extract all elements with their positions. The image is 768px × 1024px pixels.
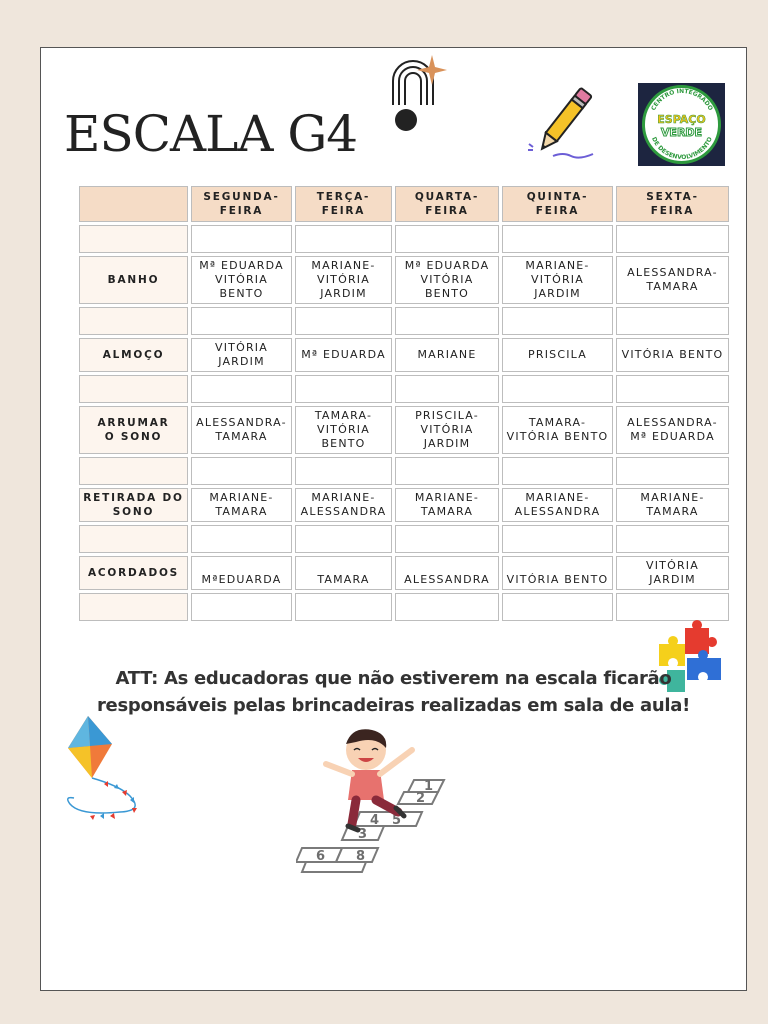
table-cell: Mª EDUARDA	[295, 338, 392, 372]
table-cell: MARIANE	[395, 338, 499, 372]
note-line-2: responsáveis pelas brincadeiras realizadas em sala de aula!	[96, 695, 691, 716]
hop-5: 5	[392, 813, 402, 828]
table-cell: MARIANE- TAMARA	[395, 488, 499, 522]
logo-text-bottom: DE DESENVOLVIMENTO	[650, 136, 714, 162]
table-cell: VITÓRIA JARDIM	[191, 338, 292, 372]
logo-text-top: CENTRO INTEGRADO	[650, 87, 714, 112]
day-header: SEXTA- FEIRA	[616, 186, 729, 222]
table-cell: MARIANE- ALESSANDRA	[295, 488, 392, 522]
table-cell: Mª EDUARDA VITÓRIA BENTO	[191, 256, 292, 304]
table-row	[79, 338, 729, 372]
table-cell: PRISCILA- VITÓRIA JARDIM	[395, 406, 499, 454]
pencil-icon	[523, 82, 603, 162]
table-cell: TAMARA- VITÓRIA BENTO	[295, 406, 392, 454]
table-cell: ALESSANDRA- Mª EDUARDA	[616, 406, 729, 454]
hop-4: 4	[370, 813, 380, 828]
table-row	[79, 488, 729, 522]
table-cell: ALESSANDRA- TAMARA	[191, 406, 292, 454]
logo-text-main: ESPAÇO	[657, 113, 706, 126]
spacer-row	[79, 307, 729, 335]
table-cell: MARIANE- ALESSANDRA	[502, 488, 613, 522]
table-row	[79, 556, 729, 590]
table-cell: TAMARA- VITÓRIA BENTO	[502, 406, 613, 454]
table-cell: MARIANE- VITÓRIA JARDIM	[295, 256, 392, 304]
spacer-row	[79, 225, 729, 253]
spacer-row	[79, 375, 729, 403]
row-label: RETIRADA DO SONO	[79, 488, 188, 522]
row-label: ACORDADOS	[79, 556, 188, 590]
table-cell: MARIANE- VITÓRIA JARDIM	[502, 256, 613, 304]
table-row	[79, 256, 729, 304]
row-label: ARRUMAR O SONO	[79, 406, 188, 454]
page-title: ESCALA G4	[64, 105, 358, 163]
day-header: TERÇA- FEIRA	[295, 186, 392, 222]
table-cell: ALESSANDRA- TAMARA	[616, 256, 729, 304]
spacer-row	[79, 525, 729, 553]
spacer-row	[79, 457, 729, 485]
table-cell: MªEDUARDA	[191, 556, 292, 590]
arch-star-icon	[388, 55, 450, 135]
note-line-1: ATT: As educadoras que não estiverem na escala ficarão	[115, 668, 672, 689]
row-label: ALMOÇO	[79, 338, 188, 372]
header-row	[79, 186, 729, 222]
table-cell: VITÓRIA JARDIM	[616, 556, 729, 590]
hop-8: 8	[356, 849, 366, 864]
spacer-row	[79, 593, 729, 621]
logo-text-sub: VERDE	[660, 126, 703, 139]
table-cell: TAMARA	[295, 556, 392, 590]
table-cell: PRISCILA	[502, 338, 613, 372]
table-cell: VITÓRIA BENTO	[616, 338, 729, 372]
table-cell: Mª EDUARDA VITÓRIA BENTO	[395, 256, 499, 304]
hop-3: 3	[358, 827, 368, 842]
note-text	[40, 665, 747, 719]
table-row	[79, 406, 729, 454]
hop-6: 6	[316, 849, 326, 864]
day-header: QUARTA- FEIRA	[395, 186, 499, 222]
logo-badge	[638, 83, 725, 166]
hop-2: 2	[416, 791, 426, 806]
day-header: QUINTA- FEIRA	[502, 186, 613, 222]
corner-cell	[79, 186, 188, 222]
table-cell: MARIANE- TAMARA	[191, 488, 292, 522]
hop-1: 1	[424, 779, 434, 794]
child-hopscotch-icon	[296, 728, 456, 876]
table-cell: VITÓRIA BENTO	[502, 556, 613, 590]
row-label: BANHO	[79, 256, 188, 304]
table-cell: ALESSANDRA	[395, 556, 499, 590]
table-cell: MARIANE- TAMARA	[616, 488, 729, 522]
schedule-table	[76, 183, 732, 624]
kite-icon	[60, 716, 155, 834]
day-header: SEGUNDA- FEIRA	[191, 186, 292, 222]
